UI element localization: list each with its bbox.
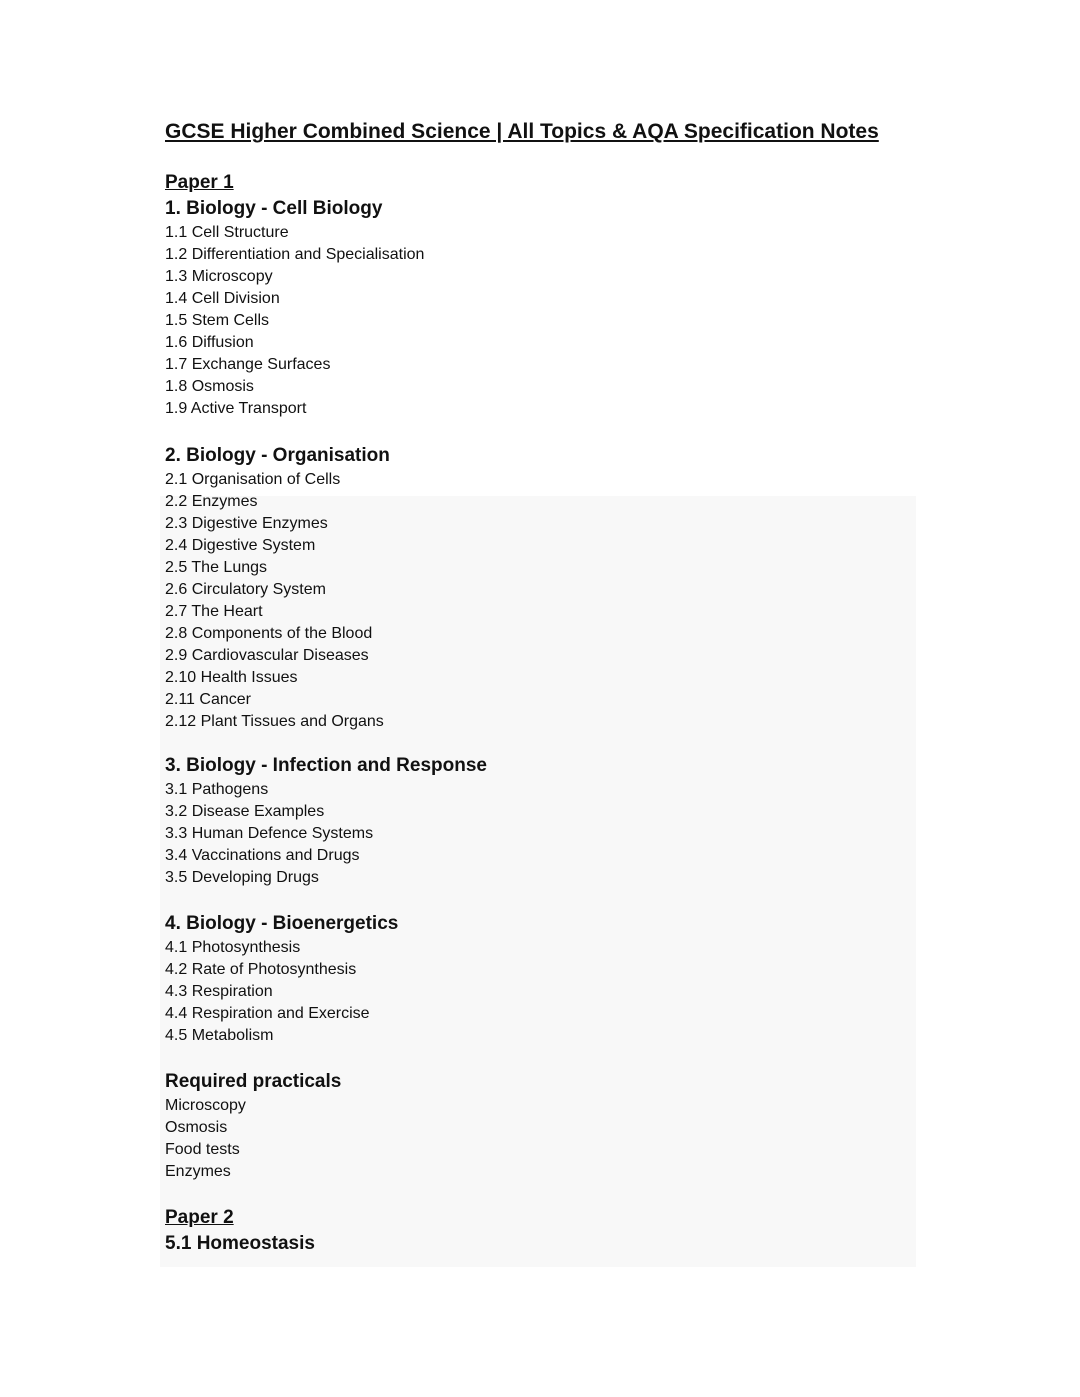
topic-item: 2.2 Enzymes [165,493,258,510]
topic-item: 2.8 Components of the Blood [165,625,373,642]
topic-item: 3.2 Disease Examples [165,803,325,820]
topic-item: 2.6 Circulatory System [165,581,326,598]
document-page [165,116,925,1257]
section-infection-and-response [165,753,925,889]
topic-item: 1.9 Active Transport [165,400,307,417]
topic-list [165,937,925,1047]
practical-item: Enzymes [165,1163,231,1180]
topic-item: 1.3 Microscopy [165,268,273,285]
topic-item: 1.8 Osmosis [165,378,254,395]
topic-item: 1.1 Cell Structure [165,224,289,241]
section-required-practicals [165,1069,925,1183]
topic-item: 1.2 Differentiation and Specialisation [165,246,425,263]
topic-item: 1.7 Exchange Surfaces [165,356,331,373]
paper-2-heading: Paper 2 [165,1207,234,1228]
document-title: GCSE Higher Combined Science | All Topics & AQA Specification Notes [165,120,879,143]
topic-item: 3.5 Developing Drugs [165,869,319,886]
topic-item: 4.4 Respiration and Exercise [165,1005,370,1022]
topic-item: 2.9 Cardiovascular Diseases [165,647,369,664]
section-heading: 1. Biology - Cell Biology [165,198,383,219]
topic-item: 4.1 Photosynthesis [165,939,301,956]
section-heading-homeostasis: 5.1 Homeostasis [165,1233,315,1254]
topic-item: 2.5 The Lungs [165,559,268,576]
section-heading: 2. Biology - Organisation [165,445,390,466]
topic-item: 2.4 Digestive System [165,537,316,554]
topic-list [165,779,925,889]
topic-item: 2.1 Organisation of Cells [165,471,341,488]
topic-item: 2.10 Health Issues [165,669,298,686]
section-heading: 3. Biology - Infection and Response [165,755,487,776]
section-organisation [165,443,925,733]
topic-item: 1.4 Cell Division [165,290,280,307]
topic-item: 2.12 Plant Tissues and Organs [165,713,384,730]
topic-list [165,222,925,420]
section-heading: 4. Biology - Bioenergetics [165,913,399,934]
topic-item: 2.7 The Heart [165,603,263,620]
topic-item: 3.4 Vaccinations and Drugs [165,847,360,864]
section-bioenergetics [165,911,925,1047]
section-heading: Required practicals [165,1071,342,1092]
topic-item: 1.6 Diffusion [165,334,254,351]
topic-item: 2.3 Digestive Enzymes [165,515,328,532]
topic-item: 1.5 Stem Cells [165,312,270,329]
topic-item: 4.5 Metabolism [165,1027,274,1044]
practical-item: Food tests [165,1141,240,1158]
practical-item: Microscopy [165,1097,246,1114]
topic-item: 3.3 Human Defence Systems [165,825,374,842]
topic-item: 3.1 Pathogens [165,781,269,798]
topic-item: 4.2 Rate of Photosynthesis [165,961,357,978]
practical-item: Osmosis [165,1119,228,1136]
topic-item: 4.3 Respiration [165,983,273,1000]
topic-list [165,469,925,733]
topic-item: 2.11 Cancer [165,691,251,708]
section-cell-biology [165,196,925,420]
paper-1-heading: Paper 1 [165,172,234,193]
practical-list [165,1095,925,1183]
